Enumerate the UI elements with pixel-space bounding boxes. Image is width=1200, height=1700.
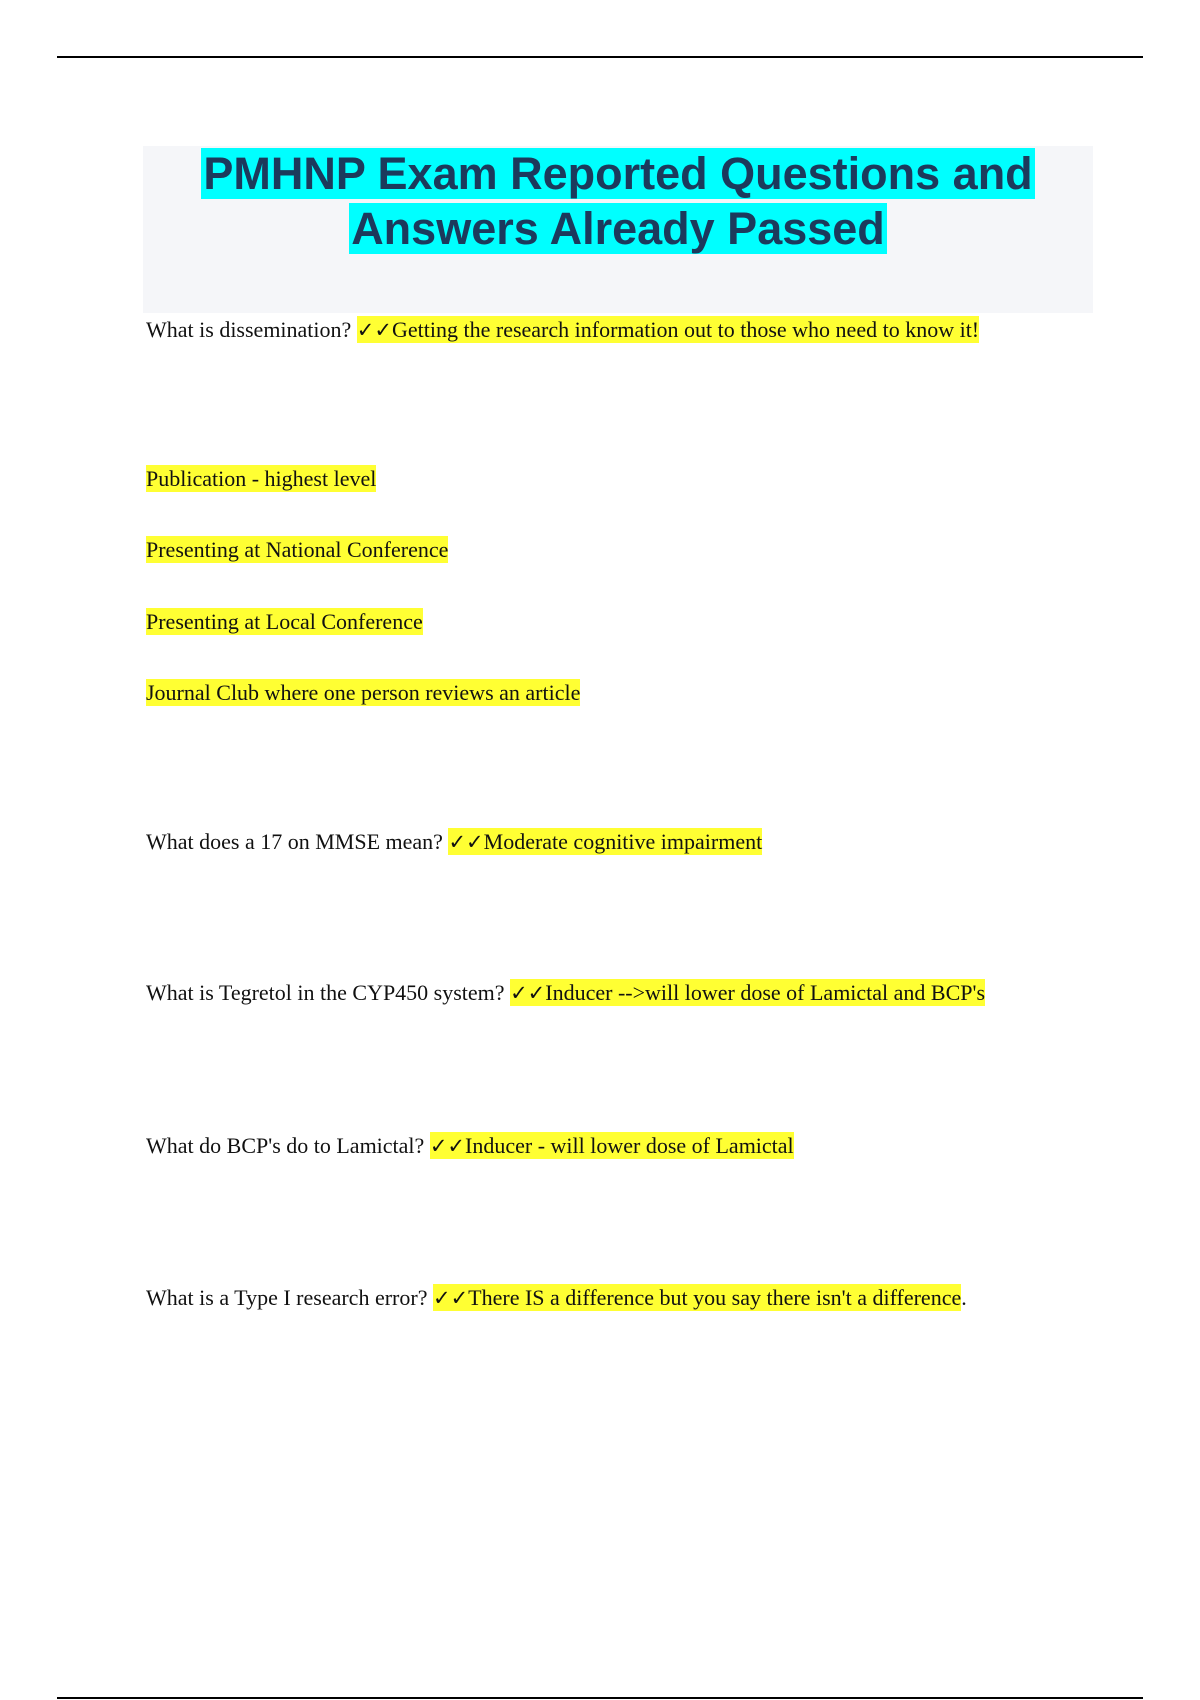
list-item-text: Publication - highest level — [146, 466, 377, 491]
qa-item-tegretol — [146, 979, 985, 1007]
title-line-2: Answers Already Passed — [351, 203, 885, 254]
answer-highlight — [430, 1132, 794, 1159]
list-item-text: Presenting at Local Conference — [146, 609, 423, 634]
question-text: What is dissemination? — [146, 317, 357, 342]
qa-item-mmse — [146, 828, 762, 856]
answer-highlight — [357, 316, 979, 343]
check-icon: ✓✓ — [432, 1286, 469, 1310]
header-rule — [57, 56, 1143, 58]
answer-highlight — [448, 828, 762, 855]
list-item — [146, 608, 423, 636]
answer-text: Moderate cognitive impairment — [483, 829, 763, 854]
check-icon: ✓✓ — [448, 830, 484, 854]
answer-highlight — [510, 979, 985, 1006]
answer-text: Getting the research information out to those who need to know it! — [392, 317, 980, 342]
answer-highlight — [433, 1284, 961, 1311]
list-item-text: Journal Club where one person reviews an article — [146, 680, 581, 705]
question-text: What does a 17 on MMSE mean? — [146, 829, 449, 854]
qa-item-type-i-error — [146, 1284, 967, 1312]
document-title — [143, 146, 1093, 256]
list-item — [146, 679, 580, 707]
check-icon: ✓✓ — [510, 981, 546, 1005]
question-text: What is a Type I research error? — [146, 1285, 433, 1310]
qa-item-bcp — [146, 1132, 794, 1160]
answer-text: Inducer - will lower dose of Lamictal — [465, 1133, 794, 1158]
question-text: What do BCP's do to Lamictal? — [146, 1133, 430, 1158]
check-icon: ✓✓ — [356, 318, 392, 342]
check-icon: ✓✓ — [429, 1134, 466, 1158]
question-text: What is Tegretol in the CYP450 system? — [146, 980, 511, 1005]
list-item — [146, 536, 448, 564]
footer-rule — [57, 1697, 1143, 1699]
answer-text: Inducer -->will lower dose of Lamictal and BCP's — [545, 980, 986, 1005]
list-item-text: Presenting at National Conference — [146, 537, 449, 562]
title-line-1: PMHNP Exam Reported Questions and — [203, 148, 1033, 199]
answer-text: There IS a difference but you say there isn't a difference — [468, 1285, 962, 1310]
list-item — [146, 465, 376, 493]
answer-trail: . — [961, 1285, 967, 1310]
qa-item-dissemination — [146, 316, 979, 344]
